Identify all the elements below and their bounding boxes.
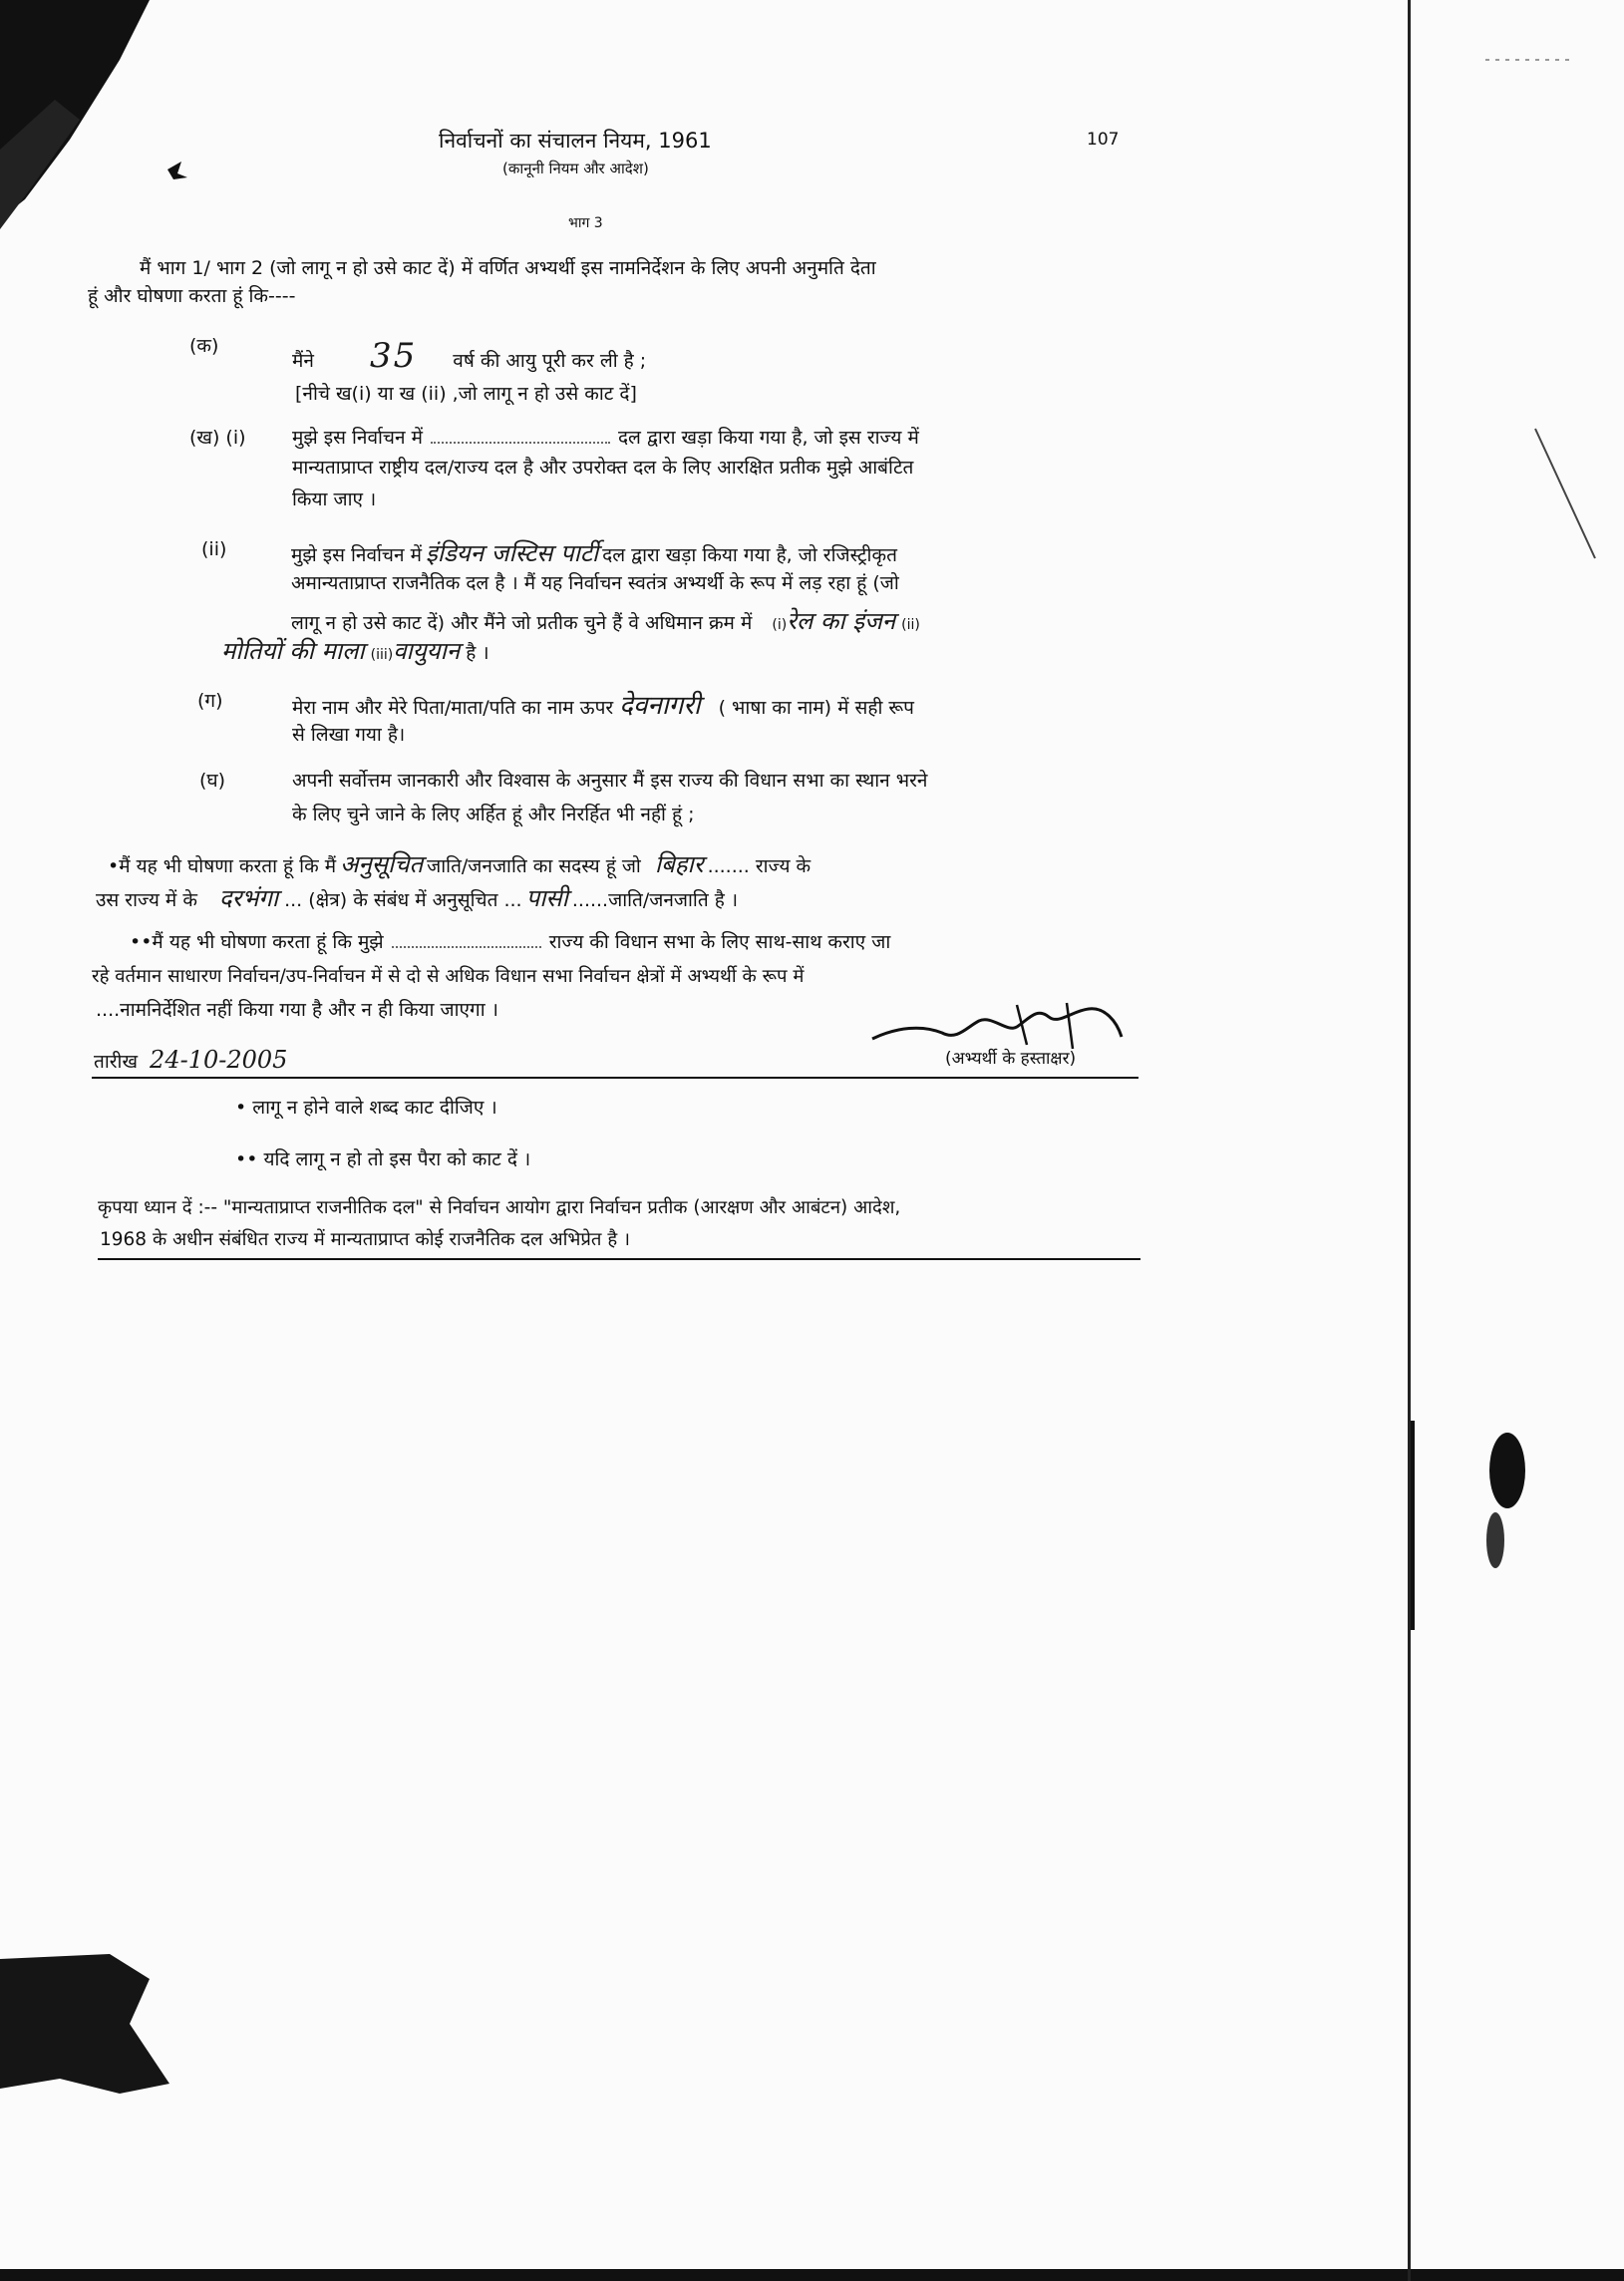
item-kha-i-label: (ख) (i) — [189, 427, 246, 449]
script-name: देवनागरी — [619, 691, 701, 721]
item-gha-label: (घ) — [199, 770, 226, 792]
item-k-prefix: मैंने — [292, 350, 314, 372]
item-k-text — [292, 335, 646, 378]
item-kha-i-line-1a: मुझे इस निर्वाचन में — [292, 427, 423, 449]
item-kha-ii-line-3 — [291, 606, 920, 636]
intro-line-1: मैं भाग 1/ भाग 2 (जो लागू न हो उसे काट दें) में वर्णित अभ्यर्थी इस नामनिर्देशन के लिए अपनी अनुमति देता — [140, 257, 876, 279]
signature-divider — [92, 1077, 1138, 1079]
item-kha-ii-line-2: अमान्यताप्राप्त राजनैतिक दल है । मैं यह निर्वाचन स्वतंत्र अभ्यर्थी के रूप में लड़ रहा हूं (जो — [291, 572, 899, 594]
party-name: इंडियन जस्टिस पार्टी — [425, 539, 599, 567]
decl1-line-2 — [96, 883, 738, 913]
note-2: •• यदि लागू न हो तो इस पैरा को काट दें । — [235, 1148, 531, 1170]
item-kha-i-line-2: मान्यताप्राप्त राष्ट्रीय दल/राज्य दल है और उपरोक्त दल के लिए आरक्षित प्रतीक मुझे आबंटित — [292, 457, 914, 479]
symbol-1-label: (i) — [772, 617, 788, 633]
item-kha-ii-line-1 — [291, 538, 897, 568]
intro-line-2: हूं और घोषणा करता हूं कि---- — [88, 285, 296, 307]
date-value: 24-10-2005 — [150, 1046, 288, 1074]
item-kha-i-line-3: किया जाए । — [292, 489, 377, 510]
decl2-line-1b: राज्य की विधान सभा के लिए साथ-साथ कराए जा — [548, 931, 891, 953]
item-kha-ii-label: (ii) — [201, 538, 227, 560]
item-ga-line-1a: मेरा नाम और मेरे पिता/माता/पति का नाम ऊपर — [292, 697, 614, 719]
date-label: तारीख — [94, 1051, 138, 1073]
decl1-b: जाति/जनजाति का सदस्य हूं जो — [427, 855, 641, 877]
decl2-line-1 — [130, 931, 890, 955]
decl2-line-2: रहे वर्तमान साधारण निर्वाचन/उप-निर्वाचन में से दो से अधिक विधान सभा निर्वाचन क्षेत्रों में अभ्यर्थी के रूप में — [92, 966, 805, 987]
symbol-3: वायुयान — [393, 637, 461, 665]
symbol-1: रेल का इंजन — [787, 607, 896, 635]
page-title: निर्वाचनों का संचालन नियम, 1961 — [439, 129, 712, 153]
date-row — [94, 1045, 287, 1075]
decl1-f: ......जाति/जनजाति है । — [571, 889, 739, 911]
item-ga-line-2: से लिखा गया है। — [292, 724, 406, 746]
page-number: 107 — [1087, 130, 1120, 150]
caste-category: अनुसूचित — [340, 850, 424, 878]
footer-divider — [98, 1258, 1140, 1260]
part-heading: भाग 3 — [568, 215, 603, 231]
decl1-d: उस राज्य में के — [96, 889, 197, 911]
decl1-c: ....... राज्य के — [707, 855, 812, 877]
symbol-2-label: (ii) — [901, 617, 920, 633]
item-gha-line-1: अपनी सर्वोत्तम जानकारी और विश्वास के अनुसार मैं इस राज्य की विधान सभा का स्थान भरने — [292, 770, 928, 792]
decl2-line-1a: ••मैं यह भी घोषणा करता हूं कि मुझे — [130, 931, 384, 953]
signature-label: (अभ्यर्थी के हस्ताक्षर) — [945, 1049, 1077, 1069]
decl1-e: ... (क्षेत्र) के संबंध में अनुसूचित ... — [284, 889, 522, 911]
candidate-signature — [867, 997, 1137, 1057]
age-value: 35 — [369, 336, 418, 376]
item-k-label: (क) — [189, 335, 219, 357]
item-ga-line-1 — [292, 690, 914, 723]
item-ga-line-1b: ( भाषा का नाम) में सही रूप — [718, 697, 914, 719]
symbol-3-label: (iii) — [370, 647, 394, 663]
symbol-2: मोतियों की माला — [221, 637, 365, 665]
item-kha-ii-line-4 — [221, 636, 489, 666]
item-kha-ii-line-1b: दल द्वारा खड़ा किया गया है, जो रजिस्ट्रीकृत — [602, 544, 897, 566]
item-kha-i-line-1 — [292, 427, 919, 451]
item-k-suffix: वर्ष की आयु पूरी कर ली है ; — [453, 350, 647, 372]
item-ga-label: (ग) — [197, 690, 223, 712]
item-kha-ii-line-3a: लागू न हो उसे काट दें) और मैंने जो प्रतीक चुने हैं वे अधिमान क्रम में — [291, 612, 753, 634]
footer-line-2: 1968 के अधीन संबंधित राज्य में मान्यताप्राप्त कोई राजनैतिक दल अभिप्रेत है । — [100, 1229, 631, 1250]
item-gha-line-2: के लिए चुने जाने के लिए अर्हित हूं और निरर्हित भी नहीं हूं ; — [292, 804, 695, 825]
page-subtitle: (कानूनी नियम और आदेश) — [502, 160, 649, 177]
item-k-note: [नीचे ख(i) या ख (ii) ,जो लागू न हो उसे काट दें] — [295, 383, 637, 405]
area-name: दरभंगा — [218, 884, 279, 912]
item-kha-i-line-1b: दल द्वारा खड़ा किया गया है, जो इस राज्य में — [617, 427, 919, 449]
decl1-line-1 — [108, 849, 811, 879]
item-kha-ii-end: है । — [466, 642, 489, 664]
footer-line-1: कृपया ध्यान दें :-- "मान्यताप्राप्त राजनीतिक दल" से निर्वाचन आयोग द्वारा निर्वाचन प्रतीक (आरक्षण और आबंटन) आदेश, — [98, 1197, 901, 1218]
state-name: बिहार — [654, 850, 704, 878]
note-1: • लागू न होने वाले शब्द काट दीजिए । — [235, 1097, 497, 1119]
caste-name: पासी — [525, 884, 568, 912]
decl1-a: •मैं यह भी घोषणा करता हूं कि मैं — [108, 855, 337, 877]
item-kha-ii-line-1a: मुझे इस निर्वाचन में — [291, 544, 422, 566]
decl2-line-3: ....नामनिर्देशित नहीं किया गया है और न ही किया जाएगा । — [96, 999, 498, 1021]
